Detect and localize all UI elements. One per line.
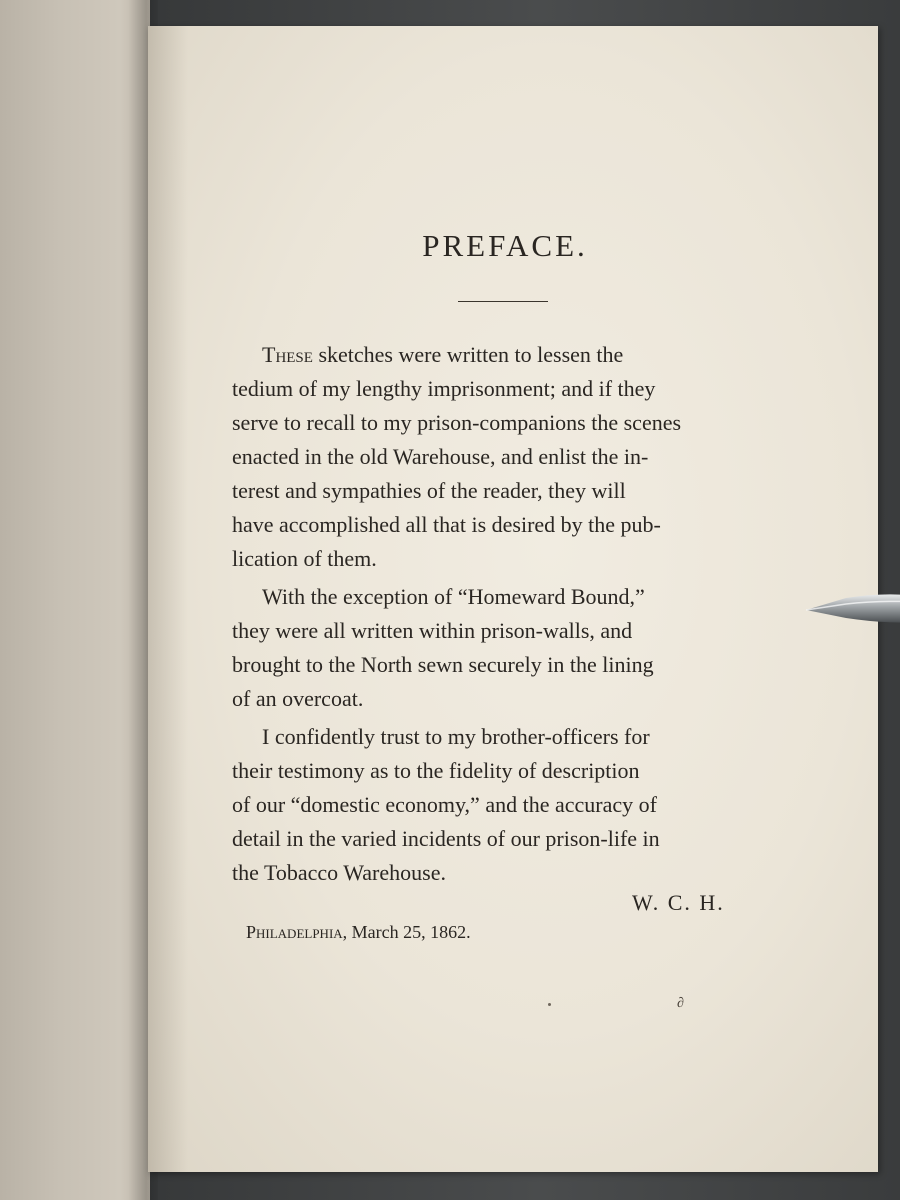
paragraph-2 [232,580,760,716]
text-line: brought to the North sewn securely in the lining [232,652,654,677]
line-text: sketches were written to lessen the [312,342,624,367]
lead-word: These [262,342,313,367]
text-line: the Tobacco Warehouse. [232,860,446,885]
signature-initials: W. C. H. [632,890,725,915]
text-line: they were all written within prison-walls, and [232,618,633,643]
text-line: of our “domestic economy,” and the accuracy of [232,792,657,817]
dateline-date: , March 25, 1862. [342,922,471,942]
paragraph-1 [232,338,760,576]
title-rule [458,301,548,302]
signature-mark: ∂ [677,996,684,1011]
page-title: PREFACE. [422,228,588,263]
text-line: serve to recall to my prison-companions the scenes [232,410,682,435]
text-line: have accomplished all that is desired by the pub- [232,512,661,537]
dateline [246,922,471,943]
text-line: I confidently trust to my brother-officers for [262,724,650,749]
metal-pointer-icon [806,588,900,628]
text-line: their testimony as to the fidelity of description [232,758,640,783]
text-line: lication of them. [232,546,377,571]
page-gutter-shadow [148,26,188,1172]
paragraph-3 [232,720,760,890]
dateline-place: Philadelphia [246,922,343,942]
text-line: terest and sympathies of the reader, they will [232,478,626,503]
text-line: With the exception of “Homeward Bound,” [262,584,645,609]
text-line: of an overcoat. [232,686,364,711]
paper-speck [548,1003,551,1006]
text-line: enacted in the old Warehouse, and enlist the in- [232,444,649,469]
text-line: detail in the varied incidents of our prison-life in [232,826,660,851]
text-line [232,338,760,372]
text-line: tedium of my lengthy imprisonment; and if they [232,376,656,401]
preface-body [232,338,760,894]
